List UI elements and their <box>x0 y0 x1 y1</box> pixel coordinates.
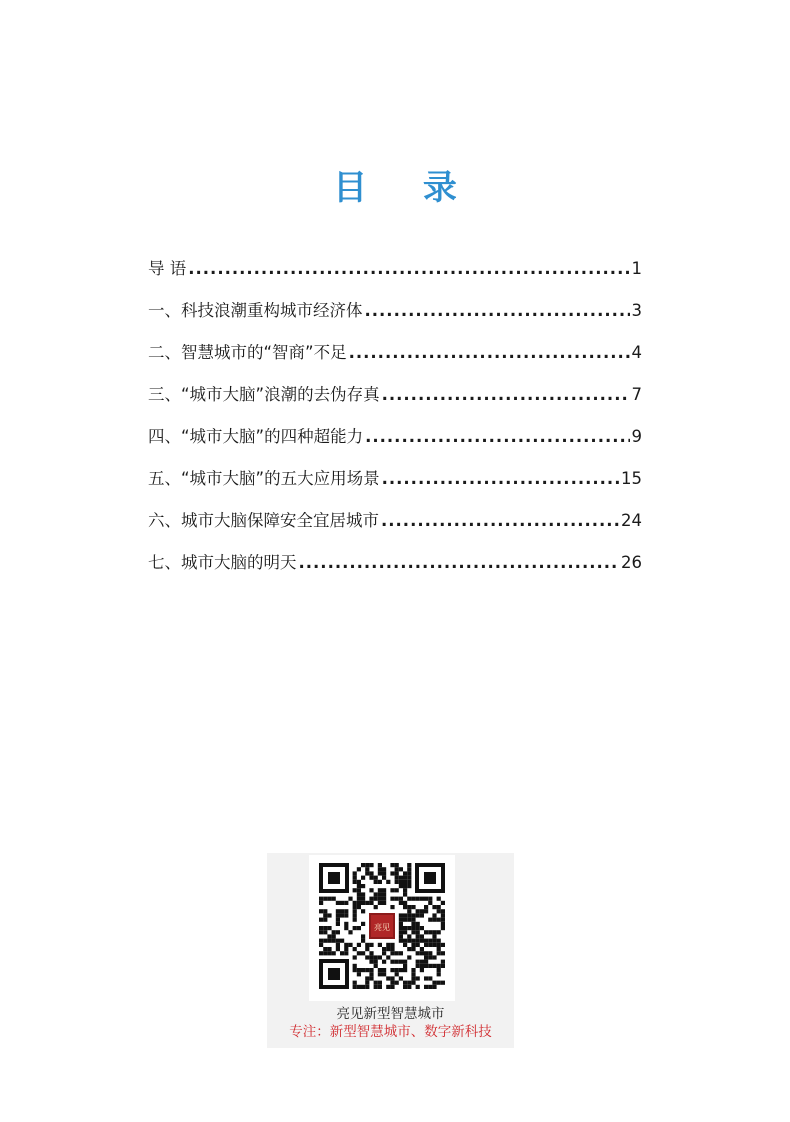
qr-logo-text: 亮见 <box>374 923 390 932</box>
toc-item-label: 五、“城市大脑”的五大应用场景 <box>148 469 380 488</box>
toc-leader-dots <box>382 385 630 404</box>
toc-item-label: 六、城市大脑保障安全宜居城市 <box>148 511 379 530</box>
toc-leader-dots <box>382 469 619 488</box>
toc-leader-dots <box>349 343 630 362</box>
qr-slogan: 专注：新型智慧城市、数字新科技 <box>289 1024 492 1040</box>
toc-item-5[interactable] <box>148 465 642 507</box>
toc-item-page: 9 <box>631 427 642 446</box>
qr-code-icon <box>319 863 445 989</box>
toc-item-page: 26 <box>621 553 642 572</box>
toc-item-label: 导 语 <box>148 259 187 278</box>
qr-code-frame <box>309 855 455 1001</box>
toc-item-page: 15 <box>621 469 642 488</box>
toc-item-4[interactable] <box>148 423 642 465</box>
qr-caption: 亮见新型智慧城市 <box>336 1006 445 1022</box>
toc-leader-dots <box>299 553 620 572</box>
toc-leader-dots <box>188 259 629 278</box>
qr-card <box>267 853 514 1048</box>
toc-item-2[interactable] <box>148 339 642 381</box>
toc-item-6[interactable] <box>148 507 642 549</box>
toc-item-label: 七、城市大脑的明天 <box>148 553 297 572</box>
toc-leader-dots <box>365 301 630 320</box>
toc-item-label: 三、“城市大脑”浪潮的去伪存真 <box>148 385 380 404</box>
table-of-contents <box>148 255 642 591</box>
toc-item-1[interactable] <box>148 297 642 339</box>
toc-item-page: 24 <box>621 511 642 530</box>
toc-item-page: 3 <box>631 301 642 320</box>
toc-item-label: 一、科技浪潮重构城市经济体 <box>148 301 363 320</box>
toc-item-intro[interactable] <box>148 255 642 297</box>
toc-item-label: 四、“城市大脑”的四种超能力 <box>148 427 364 446</box>
toc-leader-dots <box>381 511 619 530</box>
toc-item-3[interactable] <box>148 381 642 423</box>
toc-item-label: 二、智慧城市的“智商”不足 <box>148 343 347 362</box>
toc-item-page: 1 <box>631 259 642 278</box>
page-title: 目 录 <box>333 168 479 208</box>
toc-item-page: 4 <box>631 343 642 362</box>
toc-item-page: 7 <box>631 385 642 404</box>
toc-leader-dots <box>365 427 629 446</box>
toc-item-7[interactable] <box>148 549 642 591</box>
